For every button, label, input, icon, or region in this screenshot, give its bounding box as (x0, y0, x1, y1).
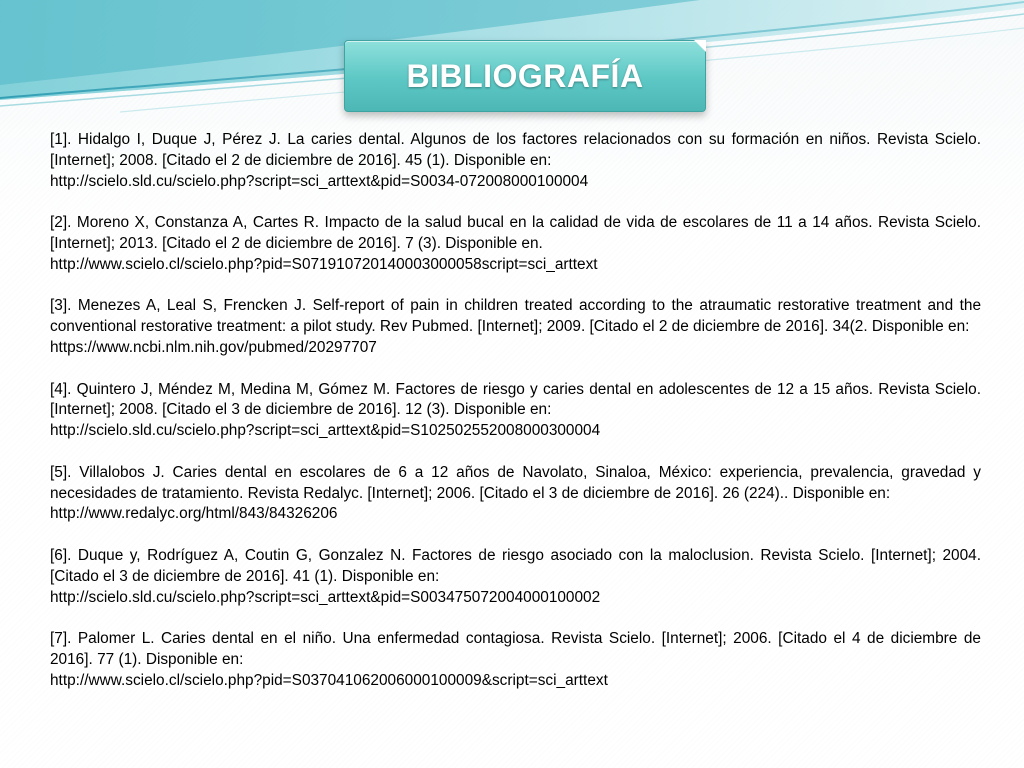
reference-url[interactable]: http://www.redalyc.org/html/843/84326206 (50, 505, 338, 523)
reference-text: [6]. Duque y, Rodríguez A, Coutin G, Gonzalez N. Factores de riesgo asociado con la maloclusion. Revista Scielo. [Internet]; 2004. [Citado el 3 de diciembre de 2016]. 41 (1). Disponible en: (50, 546, 981, 585)
reference-item (50, 296, 981, 358)
reference-item (50, 629, 981, 691)
reference-list (50, 130, 981, 712)
reference-item (50, 213, 981, 275)
reference-text: [7]. Palomer L. Caries dental en el niño. Una enfermedad contagiosa. Revista Scielo. [Internet]; 2006. [Citado el 4 de diciembre de 2016]. 77 (1). Disponible en: (50, 630, 981, 668)
reference-text: [5]. Villalobos J. Caries dental en escolares de 6 a 12 años de Navolato, Sinaloa, México: experiencia, prevalencia, gravedad y necesidades de tratamiento. Revista Redalyc. [Internet]; 2006. [Citado el 3 de diciembre de 2016]. 26 (224).. Disponible en: (50, 463, 981, 502)
reference-url[interactable]: http://scielo.sld.cu/scielo.php?script=sci_arttext&pid=S0034-072008000100004 (50, 172, 589, 190)
reference-url[interactable]: http://scielo.sld.cu/scielo.php?script=sci_arttext&pid=S003475072004000100002 (50, 588, 601, 606)
reference-url[interactable]: http://www.scielo.cl/scielo.php?pid=S071910720140003000058script=sci_arttext (50, 255, 598, 273)
reference-url[interactable]: https://www.ncbi.nlm.nih.gov/pubmed/20297707 (50, 338, 377, 356)
reference-url[interactable]: http://scielo.sld.cu/scielo.php?script=sci_arttext&pid=S102502552008000300004 (50, 422, 601, 440)
reference-item (50, 463, 981, 525)
reference-text: [2]. Moreno X, Constanza A, Cartes R. Impacto de la salud bucal en la calidad de vida de escolares de 11 a 14 años. Revista Scielo. [Internet]; 2013. [Citado el 2 de diciembre de 2016]. 7 (3). Disponible en. (50, 214, 981, 252)
reference-text: [4]. Quintero J, Méndez M, Medina M, Gómez M. Factores de riesgo y caries dental en adolescentes de 12 a 15 años. Revista Scielo. [Internet]; 2008. [Citado el 3 de diciembre de 2016]. 12 (3). Disponible en: (50, 380, 981, 419)
title-banner (344, 40, 706, 112)
reference-text: [3]. Menezes A, Leal S, Frencken J. Self-report of pain in children treated according to the atraumatic restorative treatment and the conventional restorative treatment: a pilot study. Rev Pubmed. [Internet]; 2009. [Citado el 2 de diciembre de 2016]. 34(2. Disponible en: (50, 297, 981, 336)
reference-text: [1]. Hidalgo I, Duque J, Pérez J. La caries dental. Algunos de los factores relacionados con su formación en niños. Revista Scielo. [Internet]; 2008. [Citado el 2 de diciembre de 2016]. 45 (1). Disponible en: (50, 131, 981, 169)
reference-item (50, 380, 981, 442)
reference-url[interactable]: http://www.scielo.cl/scielo.php?pid=S037041062006000100009&script=sci_arttext (50, 671, 608, 689)
slide-title: BIBLIOGRAFÍA (406, 57, 644, 94)
reference-item (50, 130, 981, 192)
reference-item (50, 546, 981, 608)
